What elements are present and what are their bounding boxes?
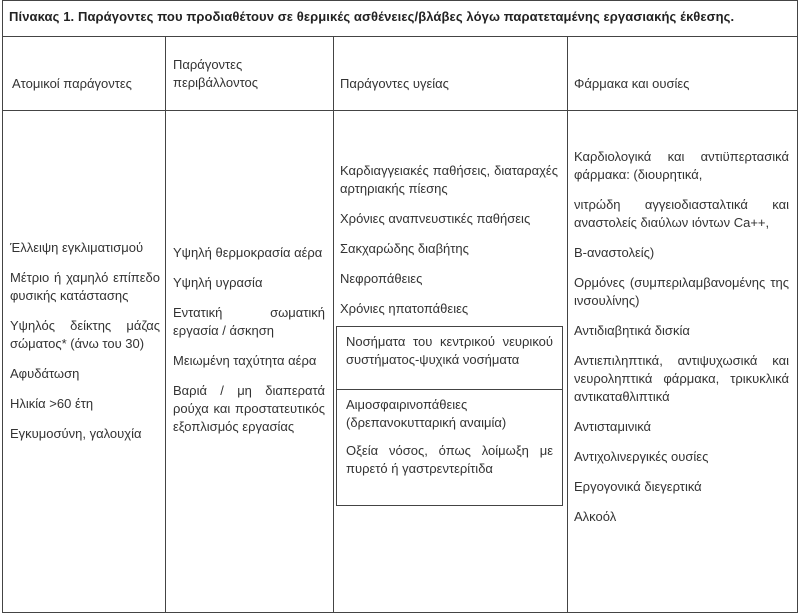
list-item: Εντατική σωματική εργασία / άσκηση: [173, 305, 325, 338]
list-item: Αλκοόλ: [574, 509, 617, 524]
list-item: Αντιδιαβητικά δισκία: [574, 323, 690, 338]
list-item: Υψηλός δείκτης μάζας σώματος* (άνω του 30): [10, 318, 160, 351]
cns-disorders-item: Νοσήματα του κεντρικού νευρικού συστήματος-ψυχικά νοσήματα: [346, 334, 553, 367]
health-factors-box: [336, 326, 563, 506]
list-item: Νεφροπάθειες: [340, 271, 423, 286]
list-item: Χρόνιες αναπνευστικές παθήσεις: [340, 211, 531, 226]
list-item: Καρδιολογικά και αντιϋπερτασικά φάρμακα: (διουρητικά,: [574, 149, 789, 182]
list-item: Υψηλή υγρασία: [173, 275, 263, 290]
header-environmental-factors: Παράγοντες περιβάλλοντος: [173, 57, 259, 90]
list-item: Εγκυμοσύνη, γαλουχία: [10, 426, 142, 441]
list-item: Οξεία νόσος, όπως λοίμωξη με πυρετό ή γαστρεντερίτιδα: [346, 443, 553, 476]
column-divider: [333, 37, 334, 612]
list-item: Αντιχολινεργικές ουσίες: [574, 449, 709, 464]
list-item: Εργογονικά διεγερτικά: [574, 479, 702, 494]
factors-table: [2, 36, 798, 613]
drugs-substances-list: [574, 148, 789, 538]
list-item: Αιμοσφαιρινοπάθειες (δρεπανοκυτταρική αναιμία): [346, 397, 507, 430]
list-item: Μειωμένη ταχύτητα αέρα: [173, 353, 317, 368]
column-divider: [165, 37, 166, 612]
column-divider: [567, 37, 568, 612]
list-item: Αντιεπιληπτικά, αντιψυχωσικά και νευροληπτικά φάρμακα, τρικυκλικά αντικαταθλιπτικά: [574, 353, 789, 404]
list-item: Έλλειψη εγκλιματισμού: [10, 240, 144, 255]
header-row-divider: [3, 110, 797, 111]
list-item: Β-αναστολείς): [574, 245, 655, 260]
list-item: Βαριά / μη διαπερατά ρούχα και προστατευτικός εξοπλισμός εργασίας: [173, 383, 325, 434]
list-item: Αφυδάτωση: [10, 366, 80, 381]
header-health-factors: Παράγοντες υγείας: [340, 76, 449, 91]
health-factors-list: [340, 162, 558, 330]
list-item: Ηλικία >60 έτη: [10, 396, 94, 411]
list-item: Αντισταμινικά: [574, 419, 652, 434]
list-item: νιτρώδη αγγειοδιασταλτικά και αναστολείς διαύλων ιόντων Ca++,: [574, 197, 789, 230]
list-item: Υψηλή θερμοκρασία αέρα: [173, 245, 323, 260]
box-bottom-section: [337, 390, 562, 494]
table-caption: Πίνακας 1. Παράγοντες που προδιαθέτουν σε θερμικές ασθένειες/βλάβες λόγω παρατεταμένης εργασιακής έκθεσης.: [2, 0, 798, 36]
header-individual-factors: Ατομικοί παράγοντες: [12, 76, 132, 91]
list-item: Μέτριο ή χαμηλό επίπεδο φυσικής κατάστασης: [10, 270, 160, 303]
environmental-factors-list: [173, 244, 325, 448]
list-item: Καρδιαγγειακές παθήσεις, διαταραχές αρτηριακής πίεσης: [340, 163, 558, 196]
list-item: Ορμόνες (συμπεριλαμβανομένης της ινσουλίνης): [574, 275, 789, 308]
header-drugs-substances: Φάρμακα και ουσίες: [574, 76, 690, 91]
list-item: Χρόνιες ηπατοπάθειες: [340, 301, 469, 316]
individual-factors-list: [10, 239, 160, 455]
list-item: Σακχαρώδης διαβήτης: [340, 241, 469, 256]
